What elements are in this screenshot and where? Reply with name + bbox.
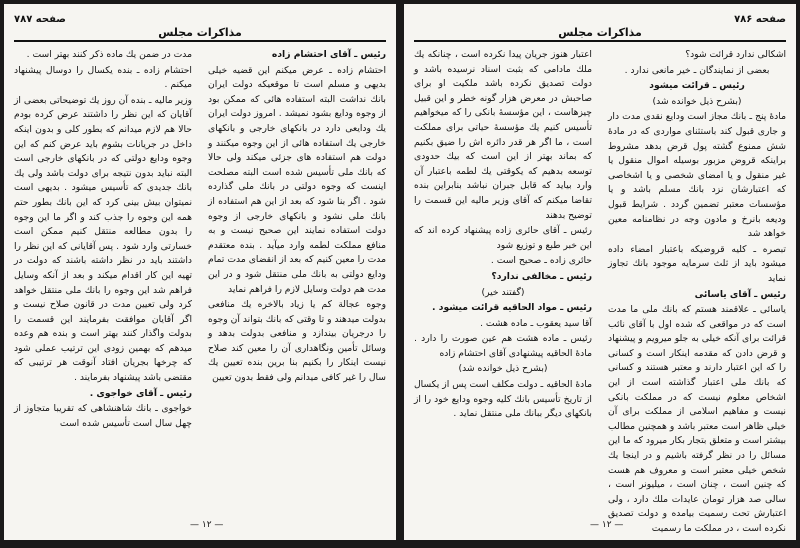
right-page bbox=[404, 4, 796, 540]
text-column-right bbox=[208, 48, 386, 510]
paragraph: مدت در ضمن یك ماده ذکر کنند بهتر است . bbox=[26, 49, 192, 60]
paragraph: آقا سید یعقوب ـ ماده هشت . bbox=[480, 317, 592, 329]
paragraph: اعتبار هنوز جریان پیدا نکرده است ، چنانکه یك ملك مادامی که بثبت اسناد نرسیده باشد و دولت تصدیق نکرده باشد ملکیت او برای صاحبش در معرض هزار گونه خطر و این قبیل چیزهاست ، این مؤسسهٔ بانکی را که میخواهیم تأسیس کنیم یك مؤسسهٔ حیاتی برای مملکت است ، ما اگر هر قدر دائره اش را ضیق بکنیم که بماند بهتر از این است که بیك حدودی توسعه بدهیم که یکوقتی یك لطمه باعتبار آن وارد بیاید که قابل جبران نباشد بنابراین بنده تقاضا میکنم که آقای وزیر مالیه این قسمت را توضیح بدهند bbox=[414, 49, 592, 221]
paragraph: مادهٔ الحاقیه ـ دولت مکلف است پس از یکسال از تاریخ تأسیس بانك کلیه وجوه ودایع خود را از بانکهای دیگر ببانك ملی منتقل نماید . bbox=[414, 379, 592, 420]
page-number: صفحه ۷۸۷ bbox=[14, 14, 66, 25]
paragraph: بعضی از نمایندگان ـ خیر مانعی ندارد . bbox=[624, 64, 770, 76]
header-rule bbox=[14, 40, 386, 42]
page-number: صفحه ۷۸۶ bbox=[734, 14, 786, 25]
paragraph: حائری زاده ـ صحیح است . bbox=[490, 255, 592, 267]
paragraph: رئیس ـ ماده هشت هم عین صورت را دارد . مادهٔ الحاقیه پیشنهادی آقای احتشام زاده bbox=[414, 333, 592, 359]
paragraph: خواجوی ـ بانك شاهنشاهی که تقریبا متجاوز از چهل سال است تأسیس شده است bbox=[14, 403, 192, 429]
left-page bbox=[4, 4, 396, 540]
speaker-line: رئیس ـ مواد الحاقیه قرائت میشود . bbox=[432, 302, 592, 314]
running-title: مذاکرات مجلس bbox=[158, 26, 242, 39]
paragraph: مادهٔ پنج ـ بانك مجاز است ودایع نقدی مدت دار و جاری قبول کند باستثنای مواردی که در مادهٔ شش ممنوع گشته پول قرض بدهد مشروط براینکه قروض مزبور بوسیله اموال منقول یا غیر منقول و یا امضای شخصی و یا اشخاصی که اعتبارشان نزد بانك مسلم باشد و یا مؤسسات معتبر تضمین گردد . شرایط قبول ودیعه بانرخ و مادون وجه در نظامنامه معین خواهد شد bbox=[608, 111, 786, 240]
page-footer: — ۱۲ — bbox=[590, 520, 624, 530]
paragraph: یاسائی ـ علاقمند هستم که بانك ملی ما مدت است که در مواقعی که شده اول با آقای نائب قرائت برای آنکه خیلی به جلو میرویم و پیشنهاد و قرض دادن که مقدمه اینکار است و کسانی را که این اعتبار دارند و معتبر هستند و کسانی که بانك ملی اعتبار گذاشته است از این اشخاص معلوم نیست که در مملکت بانکی نیست و مفاهیم اسلامی از مملکت برای آن خیلی ظاهر است معتبر باشد و همچنین مطالب بیشتر است و متعلق بتجار بکار میرود که ما این مسائل را در نظر گرفته باشیم و در اینجا یك شخص خیلی معتبر است و معروف هم هست که چنین است ، چنان است ، میلیونر است ، سالی صد هزار تومان عایدات ملك دارد ، ولی اعتبارش تحت رسمیت بیامده و دولت تصدیق نکرده است ، در مملکت ما رسمیت bbox=[608, 304, 786, 534]
paragraph: تبصره ـ کلیه قروضیکه باعتبار امضاء داده میشود باید از ثلث سرمایه موجود بانك تجاوز نماید bbox=[608, 243, 786, 284]
text-column-left bbox=[14, 48, 192, 510]
speaker-line: رئیس ـ مخالفی ندارد؟ bbox=[491, 270, 592, 282]
page-footer: — ۱۲ — bbox=[190, 520, 224, 530]
paragraph: وزیر مالیه ـ بنده آن روز یك توضیحاتی بعضی از آقایان که این نظر را داشتند عرض کرده بودم حالا هم لازم میدانم که بطور کلی و بدون اینکه داخل در جریانات بشوم باید عرض کنم که این وجوه ودایع دولتی که در بانکهای خارجی است البته نباید بدون نتیجه برای دولت باشد ولی یك بانك جدیدی که تأسیس میشود . بدیهی است نمیتوان بیش بینی کرد که این بانك بطور حتم همه این وجوه را جذب کند و اگر ما این وجوه را بدون مطالعه منتقل کنیم ممکن است خسارتی وارد شود . پس آقایانی که این نظر را داشتند باید در نظر داشته باشند که دولت در تهیه این کار اقدام میکند و بعد از آنکه وسایل فراهم شد این وجوه را بانك ملی منتقل خواهد کرد ولی تعیین مدت در قانون صلاح نیست و اگر آقایان موافقت بفرمایند این قسمت را بدولت واگذار کنند بهتر است و بنده هم وعده میدهم که بهمین زودی این ترتیب عملی شود که چرخها بجریان افتاد آنوقت هر ترتیبی که مقتضی باشد پیشنهاد بفرمایند . bbox=[14, 94, 192, 384]
text-column-right bbox=[608, 48, 786, 534]
speaker-line: رئیس ـ آقای خواجوی . bbox=[89, 387, 192, 399]
paragraph: وجوه عجالة کم یا زیاد بالاخره یك منافعی بدولت میدهند و تا وقتی که بانك بتواند آن وجوه را درجریان بیندازد و منافعی بدولت بدهد و وسائل تأمین ونگاهداری آن را معین کند صلاح نیست اینکار را بکنیم بنا برین بنده تعیین یك سال را غیر کافی میدانم ولی فقط بدون تعیین bbox=[208, 299, 386, 384]
paragraph: رئیس ـ آقای حائری زاده پیشنهاد کرده اند که این خبر طبع و توزیع شود bbox=[414, 225, 592, 251]
text-column-left bbox=[414, 48, 592, 510]
stage-direction: (بشرح ذیل خوانده شد) bbox=[458, 363, 548, 375]
paragraph: اشکالی ندارد قرائت شود؟ bbox=[685, 49, 786, 60]
running-title: مذاکرات مجلس bbox=[558, 26, 642, 39]
speaker-line: رئیس ـ آقای احتشام زاده bbox=[271, 49, 386, 60]
stage-direction: (بشرح ذیل خوانده شد) bbox=[652, 95, 742, 107]
speaker-line: رئیس ـ آقای یاسائی bbox=[694, 288, 786, 300]
header-rule bbox=[414, 40, 786, 42]
paragraph: احتشام زاده ـ بنده یکسال را دوسال پیشنهاد میکنم . bbox=[14, 64, 192, 91]
paragraph: احتشام زاده ـ عرض میکنم این قضیه خیلی بدیهی و مسلم است تا موقعیکه دولت ایران بانك نداشت البته استفاده هائی که ممکن بود از وجوه ودایع بشود نمیشد . امروز دولت ایران یك ودایعی دارد در بانکهای خارجی و بانکهای خارجی یك استفاده هائی از این وجوه میکنند و دولت هم استفاده های جزئی میکند ولی حالا که بانك ملی تأسیس شده است البته مصلحت اینست که وجوه دولتی در بانك ملی گذارده شود . اگر بنا شود که بعد از این هم استفاده از بانك ملی نشود و بانکهای خارجی از وجوه دولت استفاده نمایند این صحیح نیست و به منافع مملکت لطمه وارد میآید . بنده معتقدم مدت را معین کنیم که بعد از انقضای مدت تمام ودایع دولتی به بانك ملی منتقل شود و در این مدت هم دولت وسایل لازم را فراهم نماید bbox=[208, 64, 386, 295]
speaker-line: رئیس ـ قرائت میشود bbox=[649, 80, 745, 92]
stage-direction: (گفتند خیر) bbox=[481, 286, 525, 298]
